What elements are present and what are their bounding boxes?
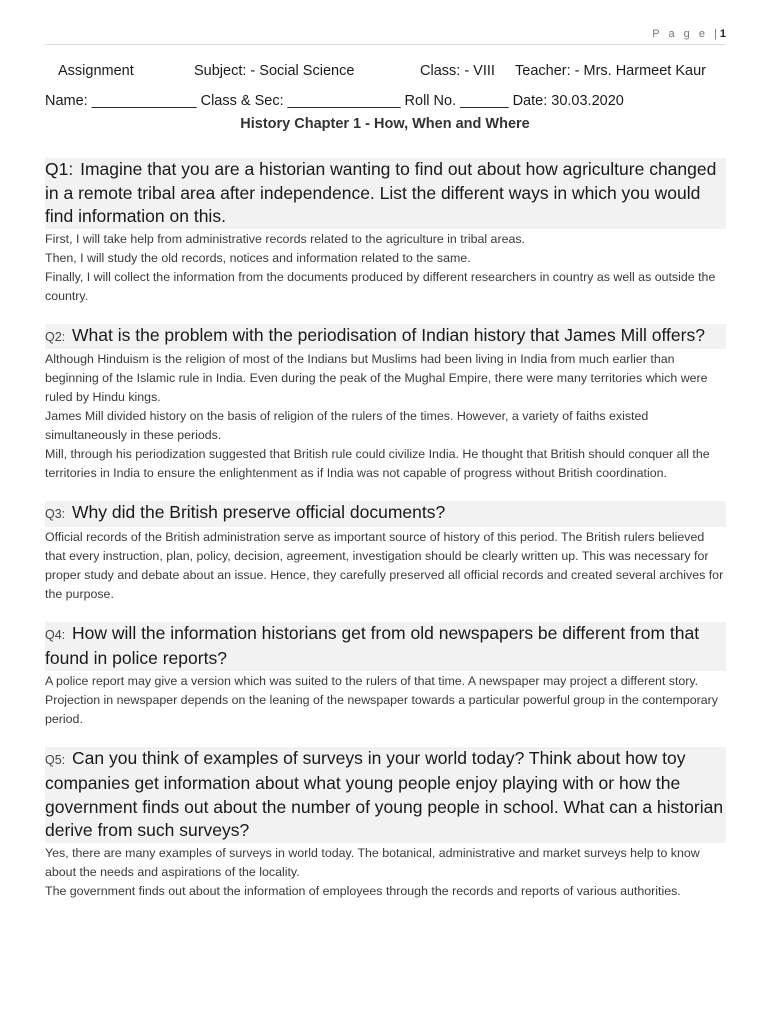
question-number: Q1: [45,159,74,179]
teacher-label: Teacher: - Mrs. Harmeet Kaur [515,63,706,79]
answer-paragraph: The government finds out about the information of employees through the records and reports of various authorities. [45,883,681,898]
question-block-3 [45,501,726,604]
class-label: Class: - VIII [420,63,495,79]
page-number-value: 1 [719,28,726,40]
answer-paragraph: Finally, I will collect the information from the documents produced by different researchers in country as well as outside the country. [45,269,716,303]
assignment-label: Assignment [58,63,134,79]
question-number: Q5: [45,752,66,767]
question-text: Can you think of examples of surveys in your world today? Think about how toy companies get information about what young people enjoy playing with or how the government finds out about the number of young people in school. What can a historian derive from such surveys? [45,747,724,840]
question-text: How will the information historians get from old newspapers be different from that found in police reports? [45,622,700,668]
question-block-1 [45,158,726,306]
question-heading [45,747,726,843]
subject-label: Subject: - Social Science [194,63,355,79]
answer [45,844,726,901]
answer-paragraph: Official records of the British administration serve as important source of history of this period. The British rulers believed that every instruction, plan, policy, decision, agreement, investigation should be clearly written up. This was necessary for proper study and debate about an issue. Hence, they carefully preserved all official records and created several archives for the purpose. [45,529,724,601]
answer-paragraph: Mill, through his periodization suggested that British rule could civilize India. He thought that British should conquer all the territories in India to ensure the enlightenment as if India was not capable of progress without British coordination. [45,447,710,480]
answer [45,350,726,483]
answer [45,230,726,306]
question-number: Q4: [45,627,66,642]
answer-paragraph: A police report may give a version which was suited to the rulers of that time. A newspaper may project a different story. Projection in newspaper depends on the leaning of the newspaper towards a particular powerful group in the contemporary period. [45,673,718,726]
question-heading [45,622,726,671]
page-label: P a g e [652,28,708,40]
answer-paragraph: Yes, there are many examples of surveys in world today. The botanical, administrative and market surveys help to know about the needs and aspirations of the locality. [45,845,700,879]
page-number [652,28,726,40]
student-details-line: Name: _____________ Class & Sec: ______________ Roll No. ______ Date: 30.03.2020 [45,93,624,109]
question-text: What is the problem with the periodisation of Indian history that James Mill offers? [72,324,705,345]
answer [45,528,726,604]
assignment-meta [58,63,738,83]
questions-list [45,158,726,919]
question-text: Imagine that you are a historian wanting to find out about how agriculture changed in a remote tribal area after independence. List the different ways in which you would find information on this. [45,159,717,226]
question-number: Q2: [45,329,66,344]
question-heading [45,324,726,350]
page-separator: | [714,28,720,40]
question-number: Q3: [45,507,66,521]
question-block-2 [45,324,726,484]
question-text: Why did the British preserve official documents? [72,502,446,522]
answer-paragraph: James Mill divided history on the basis of religion of the rulers of the times. However, a variety of faiths existed simultaneously in these periods. [45,409,649,442]
question-block-5 [45,747,726,901]
header-divider [44,44,726,45]
answer-paragraph: First, I will take help from administrative records related to the agriculture in tribal areas. [45,231,525,246]
answer-paragraph: Although Hinduism is the religion of most of the Indians but Muslims had been living in India from much earlier than beginning of the Islamic rule in India. Even during the peak of the Mughal Empire, there were many territories which were ruled by Hindu kings. [45,352,708,404]
answer [45,672,726,729]
chapter-title: History Chapter 1 - How, When and Where [240,116,530,132]
answer-paragraph: Then, I will study the old records, notices and information related to the same. [45,250,471,265]
question-heading [45,158,726,229]
question-heading [45,501,726,527]
question-block-4 [45,622,726,729]
